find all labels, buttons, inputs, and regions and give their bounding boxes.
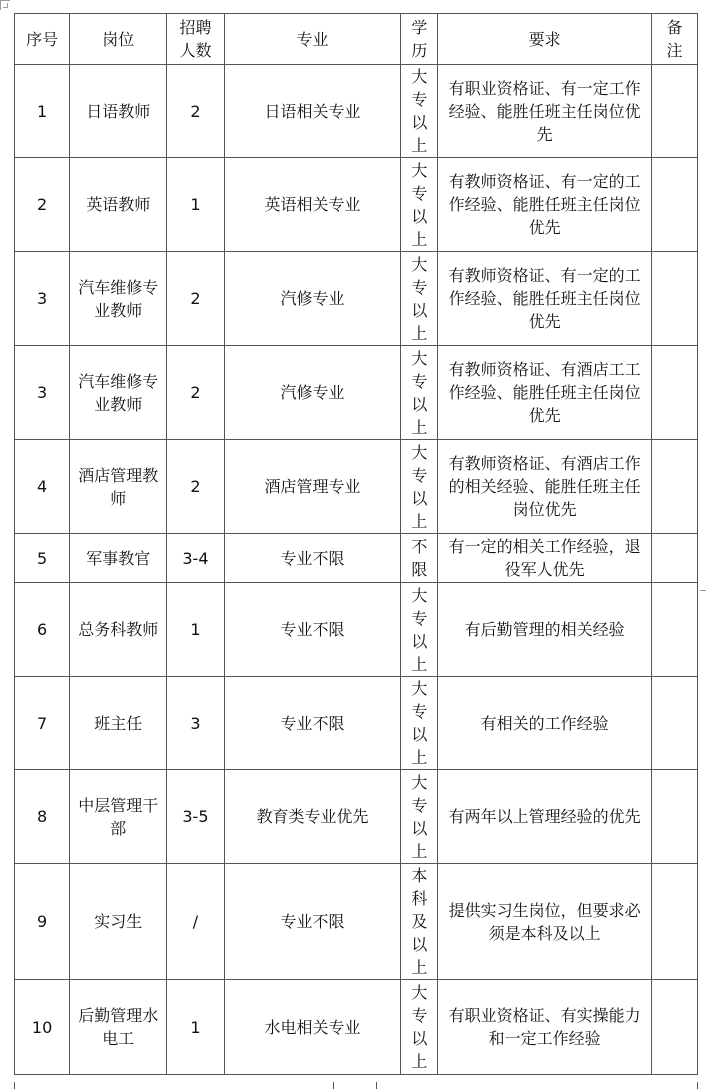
table-row	[15, 583, 698, 677]
cell-major: 专业不限	[224, 534, 401, 583]
table-continuation-line	[333, 1082, 334, 1089]
cell-education-text: 大专以上	[411, 983, 428, 1071]
cell-count: 1	[167, 980, 224, 1075]
cell-education-text: 本科及以上	[411, 866, 428, 977]
table-row	[15, 534, 698, 583]
cell-position	[70, 864, 167, 980]
cell-education	[401, 534, 438, 583]
cell-education	[401, 677, 438, 770]
cell-requirement-text: 有两年以上管理经验的优先	[448, 807, 641, 826]
cell-note	[651, 534, 697, 583]
cell-requirement-text: 有教师资格证、有酒店工工作经验、能胜任班主任岗位优先	[448, 360, 641, 425]
cell-position-text: 英语教师	[86, 195, 151, 214]
cell-position	[70, 346, 167, 440]
cell-note	[651, 252, 697, 346]
table-row	[15, 440, 698, 534]
cell-count: 1	[167, 158, 224, 252]
cell-no: 3	[15, 346, 70, 440]
cell-note	[651, 346, 697, 440]
cell-education	[401, 980, 438, 1075]
table-row	[15, 677, 698, 770]
cell-note	[651, 980, 697, 1075]
cell-note	[651, 770, 697, 864]
cell-no: 2	[15, 158, 70, 252]
cell-note	[651, 583, 697, 677]
cell-count: 2	[167, 252, 224, 346]
cell-requirement-text: 有后勤管理的相关经验	[464, 620, 625, 639]
cell-requirement-text: 有一定的相关工作经验，退役军人优先	[448, 537, 641, 579]
cell-count: 2	[167, 346, 224, 440]
cell-requirement	[438, 346, 652, 440]
cell-position	[70, 534, 167, 583]
cell-requirement	[438, 440, 652, 534]
cell-no: 4	[15, 440, 70, 534]
cell-count: /	[167, 864, 224, 980]
cell-position-text: 日语教师	[86, 101, 151, 121]
cell-position	[70, 583, 167, 677]
cell-requirement	[438, 158, 652, 252]
table-continuation-line	[697, 1082, 698, 1089]
cell-major: 专业不限	[224, 677, 401, 770]
cell-position	[70, 980, 167, 1075]
header-requirement: 要求	[438, 14, 652, 65]
cell-requirement	[438, 864, 652, 980]
cell-education	[401, 252, 438, 346]
cell-position	[70, 252, 167, 346]
row-resize-marker	[700, 590, 706, 591]
cell-education-text: 大专以上	[411, 160, 428, 249]
cell-note	[651, 440, 697, 534]
cell-education-text: 大专以上	[411, 772, 428, 861]
cell-education	[401, 158, 438, 252]
cell-requirement-text: 有教师资格证、有一定的工作经验、能胜任班主任岗位优先	[448, 266, 641, 331]
header-position: 岗位	[70, 14, 167, 65]
cell-requirement	[438, 534, 652, 583]
cell-major: 教育类专业优先	[224, 770, 401, 864]
cell-education-text: 大专以上	[411, 585, 428, 674]
cell-education	[401, 65, 438, 158]
cell-requirement-text: 有教师资格证、有酒店工作的相关经验、能胜任班主任岗位优先	[448, 454, 641, 519]
cell-position	[70, 770, 167, 864]
header-education-text: 学历	[411, 18, 428, 60]
cell-note	[651, 864, 697, 980]
cell-major: 酒店管理专业	[224, 440, 401, 534]
cell-requirement	[438, 252, 652, 346]
cell-major: 汽修专业	[224, 346, 401, 440]
cell-major: 汽修专业	[224, 252, 401, 346]
cell-major: 英语相关专业	[224, 158, 401, 252]
cell-requirement-text: 有职业资格证、有实操能力和一定工作经验	[448, 1006, 641, 1048]
cell-education-text: 大专以上	[411, 442, 428, 531]
recruitment-table	[14, 13, 698, 1075]
cell-education-text: 大专以上	[411, 348, 428, 437]
cell-requirement-text: 有相关的工作经验	[480, 713, 609, 733]
table-row	[15, 65, 698, 158]
cell-count: 2	[167, 65, 224, 158]
cell-no: 7	[15, 677, 70, 770]
cell-note	[651, 65, 697, 158]
header-note	[651, 14, 697, 65]
cell-requirement	[438, 65, 652, 158]
cell-no: 9	[15, 864, 70, 980]
cell-education-text: 大专以上	[411, 254, 428, 343]
cell-no: 8	[15, 770, 70, 864]
cell-requirement	[438, 583, 652, 677]
cell-requirement	[438, 677, 652, 770]
cell-major: 日语相关专业	[224, 65, 401, 158]
cell-position	[70, 440, 167, 534]
cell-note	[651, 677, 697, 770]
cell-education-text: 大专以上	[411, 679, 428, 767]
cell-position	[70, 65, 167, 158]
header-count-text: 招聘人数	[179, 18, 212, 60]
cell-education	[401, 440, 438, 534]
cell-position-text: 后勤管理水电工	[78, 1006, 159, 1048]
header-count	[167, 14, 224, 65]
cell-major: 水电相关专业	[224, 980, 401, 1075]
cell-requirement-text: 有职业资格证、有一定工作经验、能胜任班主任岗位优先	[448, 78, 641, 144]
cell-education-text: 不限	[411, 537, 428, 579]
cell-requirement	[438, 980, 652, 1075]
cell-no: 1	[15, 65, 70, 158]
cell-education	[401, 864, 438, 980]
cell-position-text: 中层管理干部	[78, 795, 159, 838]
cell-major: 专业不限	[224, 583, 401, 677]
cell-requirement-text: 有教师资格证、有一定的工作经验、能胜任班主任岗位优先	[448, 172, 641, 237]
header-note-text: 备注	[666, 18, 683, 60]
table-continuation-line	[376, 1082, 377, 1089]
cell-position-text: 实习生	[94, 912, 143, 931]
header-no: 序号	[15, 14, 70, 65]
table-header-row	[15, 14, 698, 65]
cell-position-text: 总务科教师	[78, 620, 159, 639]
cell-education	[401, 770, 438, 864]
header-major: 专业	[224, 14, 401, 65]
cell-count: 1	[167, 583, 224, 677]
header-education	[401, 14, 438, 65]
cell-education-text: 大专以上	[411, 67, 428, 155]
cell-note	[651, 158, 697, 252]
cell-requirement-text: 提供实习生岗位，但要求必须是本科及以上	[448, 900, 641, 943]
table-row	[15, 864, 698, 980]
cell-no: 3	[15, 252, 70, 346]
cell-no: 5	[15, 534, 70, 583]
cell-position	[70, 158, 167, 252]
cell-count: 3-4	[167, 534, 224, 583]
cell-no: 10	[15, 980, 70, 1075]
cell-position-text: 汽车维修专业教师	[78, 371, 159, 414]
table-row	[15, 770, 698, 864]
cell-position-text: 军事教官	[86, 548, 151, 568]
cell-major: 专业不限	[224, 864, 401, 980]
cell-no: 6	[15, 583, 70, 677]
cell-count: 3	[167, 677, 224, 770]
table-move-handle-icon	[0, 0, 10, 10]
cell-education	[401, 346, 438, 440]
cell-position-text: 酒店管理教师	[78, 465, 159, 508]
table-row	[15, 252, 698, 346]
table-row	[15, 158, 698, 252]
table-row	[15, 346, 698, 440]
cell-education	[401, 583, 438, 677]
table-continuation-line	[14, 1082, 15, 1089]
cell-position-text: 汽车维修专业教师	[78, 277, 159, 320]
cell-requirement	[438, 770, 652, 864]
table-row	[15, 980, 698, 1075]
cell-count: 2	[167, 440, 224, 534]
cell-count: 3-5	[167, 770, 224, 864]
cell-position	[70, 677, 167, 770]
cell-position-text: 班主任	[94, 713, 143, 733]
